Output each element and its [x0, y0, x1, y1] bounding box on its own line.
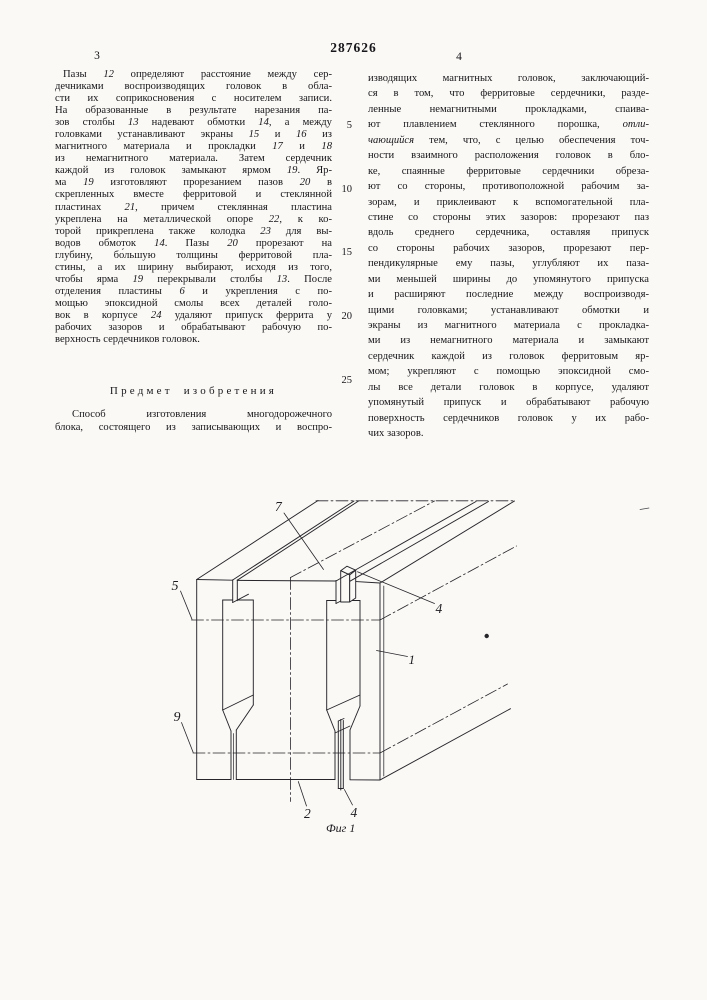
- line-number-marker: 20: [341, 311, 352, 322]
- figure-label-1: 1: [408, 652, 415, 667]
- text-line: стине со стороны этих зазоров: прорезают паз: [368, 211, 649, 223]
- line-number-marker: 25: [341, 375, 352, 386]
- leader-lines: [181, 513, 435, 806]
- right-face-lines: [380, 709, 511, 780]
- left-slot: [223, 580, 254, 780]
- text-line: ма 19 изготовляют прорезанием пазов 20 в: [55, 177, 333, 189]
- text-line: вдоль среднего сердечника, оставляя припуск: [368, 227, 649, 239]
- text-line: ке, спаянные ферритовые сердечники обреза-: [368, 165, 649, 177]
- text-line: сердечник каждой из головок ферритовым яр-: [368, 350, 649, 362]
- text-line: из немагнитного материала. Затем сердечник: [55, 153, 332, 165]
- text-line: со стороны рабочих зазоров, прорезают пер-: [368, 242, 649, 254]
- text-line: водов обмоток 14. Пазы 20 прорезают на: [55, 237, 332, 249]
- text-line: верхность сердечников головок.: [55, 334, 200, 346]
- text-line: чтобы ярма 19 перекрывали столбы 13. После: [55, 273, 333, 285]
- text-line: ности взаимного расположения головок в бло-: [368, 150, 649, 162]
- text-line: ленные немагнитными прокладками, спаива-: [368, 103, 649, 115]
- text-line: блока, состоящего из записывающих и воспро-: [55, 422, 332, 433]
- text-line: скрепленных вместе ферритовой и стеклянной: [55, 189, 332, 201]
- text-line: отделения пластины 6 и укрепления с по-: [55, 285, 332, 297]
- line-number-marker: 5: [346, 120, 352, 131]
- column-number-right: 4: [456, 51, 462, 63]
- text-line: и расширяют последние между воспроизводя-: [368, 289, 649, 301]
- text-line: зов столбы 13 надевают обмотки 14, а между: [55, 117, 332, 129]
- text-line: изводящих магнитных головок, заключающий-: [368, 73, 649, 84]
- text-line: чих зазоров.: [368, 428, 424, 440]
- text-line: головками устанавливают экраны 15 и 16 из: [55, 129, 332, 141]
- text-line: Способ изготовления многодорожечного: [72, 409, 332, 420]
- text-line: торой прикреплена также колодка 23 для вы-: [55, 225, 332, 237]
- text-line: стины, а их ширину выбирают, исходя из того,: [55, 261, 332, 273]
- text-line: ми меньшей ширины до упомянутого припуска: [368, 273, 649, 285]
- text-line: глубину, бо́льшую толщины ферритовой пла-: [55, 249, 332, 261]
- text-line: магнитного материала и прокладки 17 и 18: [55, 141, 333, 153]
- text-line: поверхность сердечников головок у их рабо-: [368, 412, 649, 424]
- text-line: чающийся тем, что, с целью обеспечения точ-: [368, 134, 649, 146]
- claims-heading: Предмет изобретения: [109, 385, 278, 397]
- ink-dot: [485, 634, 489, 638]
- text-line: лы все детали головок в корпусе, удаляют: [368, 381, 649, 393]
- line-number-marker: 15: [341, 247, 352, 258]
- figure-label-9: 9: [173, 710, 181, 725]
- text-line: экраны из магнитного материала с прокладка-: [368, 320, 649, 331]
- text-line: укреплена на металлической опоре 22, к ко-: [55, 213, 332, 225]
- text-line: ют плавлением стеклянного порошка, отли-: [368, 119, 649, 131]
- figure-label-5: 5: [171, 579, 179, 594]
- figure-label-2: 2: [304, 806, 311, 821]
- text-line: Пазы 12 определяют расстояние между сер-: [63, 69, 332, 80]
- front-face-bottom-edge: [197, 780, 380, 781]
- text-line: зорам, и приклеивают к вспомогательной пла-: [368, 196, 649, 208]
- column-number-left: 3: [94, 50, 100, 62]
- text-line: пендикулярные ему пазы, углубляют их паза-: [368, 258, 649, 270]
- text-line: дечниками воспроизводящих головок в обла-: [55, 81, 332, 93]
- text-line: вок в корпусе 24 удаляют припуск феррита у: [55, 309, 333, 321]
- figure-label-7: 7: [275, 499, 282, 514]
- text-line: мом; укрепляют с помощью эпоксидной смо-: [368, 366, 649, 378]
- figure-label-4-bottom: 4: [350, 805, 358, 820]
- text-line: каждой из головок замыкают ярмом 19. Яр-: [55, 165, 332, 177]
- text-line: рабочих зазоров и обрабатывают рабочую по-: [55, 321, 332, 333]
- text-line: ся в том, что ферритовые сердечники, разде-: [368, 88, 649, 100]
- figure-caption: Фиг 1: [326, 821, 356, 835]
- text-line: На образованные в результате нарезания па-: [55, 105, 332, 117]
- centerlines: [192, 501, 517, 802]
- bottom-tab: [338, 719, 344, 791]
- line-number-marker: 10: [341, 184, 352, 195]
- text-line: ми из немагнитного материала и замыкают: [368, 335, 649, 347]
- text-line: щими головками; устанавливают обмотки и: [368, 304, 649, 316]
- text-line: ют со стороны, противоположной рабочим за-: [368, 181, 649, 193]
- text-line: пластинах 21, причем стеклянная пластина: [55, 201, 333, 213]
- text-line: упомянутый припуск и обрабатывают рабочую: [368, 397, 649, 409]
- text-line: сти их соприкосновения с носителем записи.: [55, 93, 332, 105]
- figure-label-4-top: 4: [435, 601, 443, 616]
- text-line: мощью эпоксидной смолы всех деталей голо-: [55, 297, 332, 309]
- top-face-lines: [197, 501, 649, 584]
- patent-number: 287626: [330, 40, 377, 55]
